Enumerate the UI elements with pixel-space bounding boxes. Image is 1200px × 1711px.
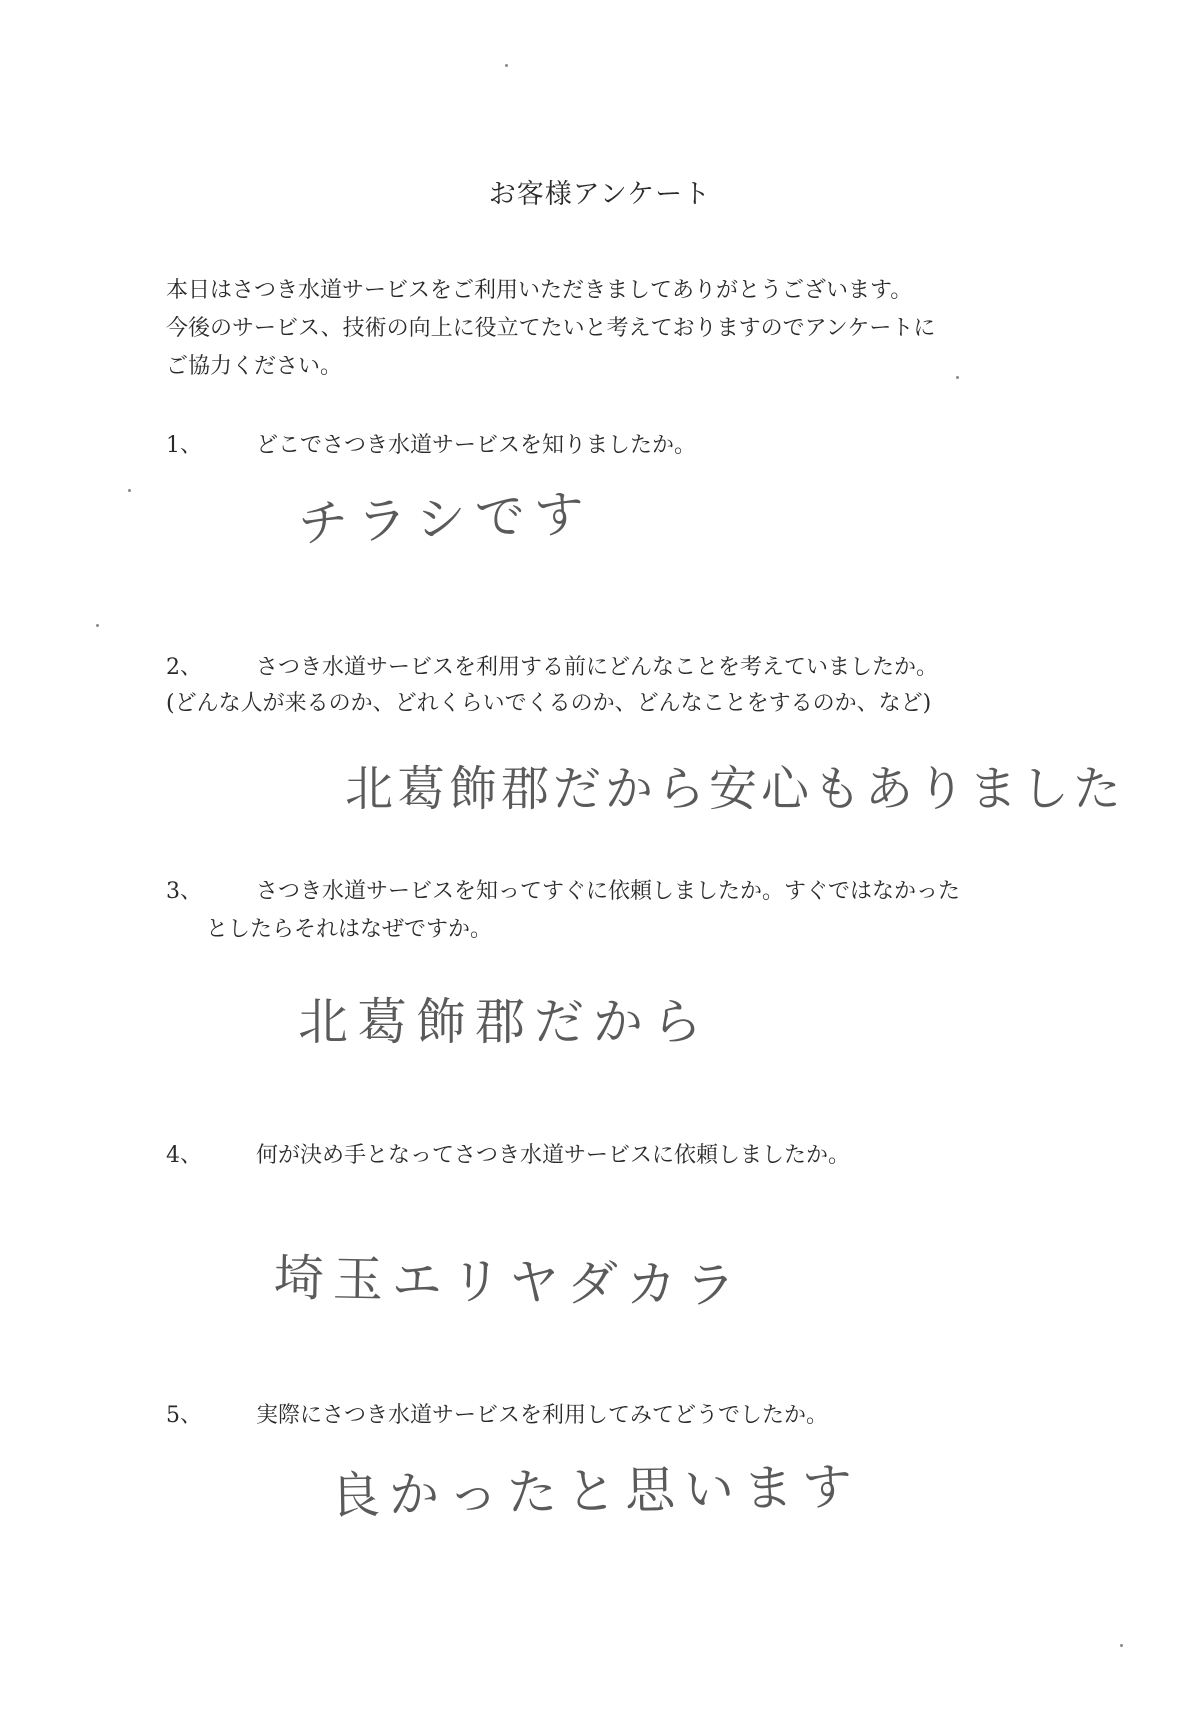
scan-speck xyxy=(956,376,959,379)
handwritten-answer: 良かったと思います xyxy=(329,1457,862,1525)
scan-speck xyxy=(1120,1644,1123,1647)
intro-line: ご協力ください。 xyxy=(166,354,343,379)
handwritten-answer: 北葛飾郡だから安心もありました xyxy=(345,761,1126,817)
handwritten-answer: チラシです xyxy=(297,484,594,553)
scan-speck xyxy=(96,624,99,627)
question-number: 1、 xyxy=(166,433,202,458)
question-text: さつき水道サービスを知ってすぐに依頼しましたか。すぐではなかった xyxy=(256,879,961,904)
intro-line: 本日はさつき水道サービスをご利用いただきましてありがとうございます。 xyxy=(166,278,913,303)
intro-line: 今後のサービス、技術の向上に役立てたいと考えておりますのでアンケートに xyxy=(166,316,936,341)
question-text: 実際にさつき水道サービスを利用してみてどうでしたか。 xyxy=(256,1403,829,1428)
question-text: さつき水道サービスを利用する前にどんなことを考えていましたか。 xyxy=(256,655,939,680)
question-number: 2、 xyxy=(166,655,202,680)
question-number: 3、 xyxy=(166,879,202,904)
question-text: 何が決め手となってさつき水道サービスに依頼しましたか。 xyxy=(256,1143,851,1168)
scan-speck xyxy=(128,489,131,492)
question-number: 4、 xyxy=(166,1143,202,1168)
handwritten-answer: 埼玉エリヤダカラ xyxy=(273,1249,745,1316)
question-subtext: (どんな人が来るのか、どれくらいでくるのか、どんなことをするのか、など) xyxy=(166,691,932,716)
handwritten-answer: 北葛飾郡だから xyxy=(298,993,711,1051)
intro-paragraph xyxy=(166,272,1086,386)
scan-speck xyxy=(505,64,508,67)
question-subtext: としたらそれはなぜですか。 xyxy=(206,917,493,942)
survey-title: お客様アンケート xyxy=(488,179,712,210)
question-number: 5、 xyxy=(166,1403,202,1428)
question-text: どこでさつき水道サービスを知りましたか。 xyxy=(256,433,697,458)
